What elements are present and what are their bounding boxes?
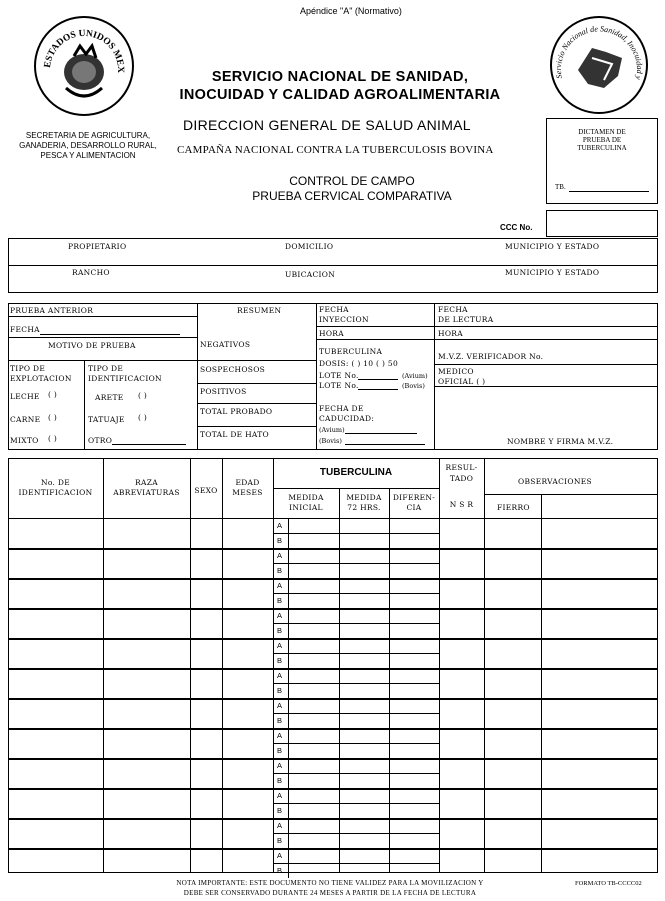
- campana-title: CAMPAÑA NACIONAL CONTRA LA TUBERCULOSIS BOVINA: [177, 144, 494, 156]
- row-b-label: B: [277, 716, 283, 725]
- formato-code: FORMATO TB-CCCC02: [575, 880, 642, 887]
- prueba-title: PRUEBA CERVICAL COMPARATIVA: [252, 189, 452, 203]
- ab-column-line: [288, 848, 289, 878]
- control-title: CONTROL DE CAMPO: [289, 174, 415, 188]
- ab-column-line: [288, 608, 289, 638]
- dictamen-line2: PRUEBA DE: [582, 136, 622, 144]
- direccion-title: DIRECCION GENERAL DE SALUD ANIMAL: [183, 117, 471, 133]
- tipo-exp-line2: EXPLOTACION: [10, 374, 72, 383]
- mixto-label: MIXTO: [10, 436, 39, 445]
- ubicacion-label: UBICACION: [285, 270, 336, 279]
- row-divider: [8, 818, 658, 820]
- ab-column-line: [288, 728, 289, 758]
- dictamen-line3: TUBERCULINA: [577, 144, 627, 152]
- row-divider: [8, 578, 658, 580]
- ab-divider: [273, 563, 439, 564]
- nota-line1: NOTA IMPORTANTE: ESTE DOCUMENTO NO TIENE VALIDEZ PARA LA MOVILIZACION Y: [176, 879, 484, 887]
- hora-inyeccion-label: HORA: [319, 329, 344, 338]
- col-medida-72: [339, 493, 389, 513]
- hora-lectura-label: HORA: [438, 329, 463, 338]
- ab-divider: [273, 713, 439, 714]
- row-b-label: B: [277, 596, 283, 605]
- municipio-label: MUNICIPIO Y ESTADO: [505, 242, 600, 251]
- row-divider: [8, 638, 658, 640]
- fecha-lectura-label: [438, 305, 493, 325]
- row-a-label: A: [277, 641, 283, 650]
- row-b-label: B: [277, 686, 283, 695]
- ab-divider: [273, 623, 439, 624]
- caducidad-bovis-field[interactable]: [345, 444, 425, 445]
- secretaria-line1: SECRETARIA DE AGRICULTURA,: [25, 131, 151, 140]
- dosis-selector[interactable]: DOSIS: ( ) 10 ( ) 50: [319, 359, 399, 368]
- medida-inicial-line1: MEDIDA: [288, 493, 324, 502]
- row-a-label: A: [277, 821, 283, 830]
- leche-checkbox[interactable]: ( ): [48, 390, 58, 399]
- col-diferencia: [389, 493, 439, 513]
- total-probado-label: TOTAL PROBADO: [200, 407, 273, 416]
- col-edad-line1: EDAD: [235, 478, 260, 487]
- mixto-checkbox[interactable]: ( ): [48, 434, 58, 443]
- ab-column-line: [288, 668, 289, 698]
- col-id-line1: No. DE: [40, 478, 70, 487]
- cattle-emblem-icon: [552, 18, 646, 112]
- row-divider: [8, 608, 658, 610]
- secretaria-line2: GANADERIA, DESARROLLO RURAL,: [19, 141, 157, 150]
- diferencia-line1: DIFEREN-: [392, 493, 436, 502]
- dictamen-box: [546, 118, 658, 204]
- senasica-seal-logo: [550, 16, 648, 114]
- fecha-iny-line2: INYECCION: [319, 315, 369, 324]
- tuberculina-label: TUBERCULINA: [319, 347, 383, 356]
- row-a-label: A: [277, 731, 283, 740]
- motivo-label: MOTIVO DE PRUEBA: [48, 341, 136, 350]
- ab-column-line: [288, 698, 289, 728]
- leche-label: LECHE: [10, 392, 40, 401]
- tipo-exp-line1: TIPO DE: [10, 364, 46, 373]
- row-divider: [8, 758, 658, 760]
- row-divider: [8, 788, 658, 790]
- ccc-label: CCC No.: [500, 223, 533, 232]
- prueba-anterior-label: PRUEBA ANTERIOR: [10, 306, 94, 315]
- carne-checkbox[interactable]: ( ): [48, 413, 58, 422]
- row-a-label: A: [277, 521, 283, 530]
- negativos-label: NEGATIVOS: [200, 340, 251, 349]
- row-divider: [8, 848, 658, 850]
- avium-tag: (Avium): [402, 372, 428, 380]
- col-raza-header: [103, 478, 190, 498]
- row-a-label: A: [277, 851, 283, 860]
- fecha-inyeccion-label: [319, 305, 369, 325]
- ab-column-line: [288, 638, 289, 668]
- domicilio-label: DOMICILIO: [285, 242, 334, 251]
- seal-lettering: ESTADOS UNIDOS MEX: [42, 28, 126, 74]
- document-title: [220, 174, 484, 204]
- row-divider: [8, 728, 658, 730]
- col-raza-line2: ABREVIATURAS: [113, 488, 180, 497]
- ab-column-line: [288, 578, 289, 608]
- ab-divider: [273, 593, 439, 594]
- col-resultado: [439, 462, 484, 484]
- col-raza-line1: RAZA: [135, 478, 158, 487]
- ab-divider: [273, 533, 439, 534]
- row-b-label: B: [277, 566, 283, 575]
- col-sexo-header: SEXO: [194, 486, 218, 495]
- col-edad-header: [222, 478, 273, 498]
- dictamen-line1: DICTAMEN DE: [578, 128, 626, 136]
- ab-divider: [273, 833, 439, 834]
- propietario-label: PROPIETARIO: [68, 242, 127, 251]
- total-hato-label: TOTAL DE HATO: [200, 430, 269, 439]
- avium-cad-tag: (Avium): [319, 426, 345, 434]
- tipo-id-line2: IDENTIFICACION: [88, 374, 162, 383]
- secretaria-line3: PESCA Y ALIMENTACION: [40, 151, 136, 160]
- row-a-label: A: [277, 761, 283, 770]
- arete-label: ARETE: [95, 393, 124, 402]
- mexico-seal-logo: [34, 16, 134, 116]
- lote-avium-label: LOTE No.: [319, 371, 359, 380]
- eagle-emblem-icon: [36, 18, 132, 114]
- resumen-label: RESUMEN: [237, 306, 282, 315]
- row-divider: [8, 698, 658, 700]
- bovis-tag: (Bovis): [402, 382, 425, 390]
- medico-line1: MEDICO: [438, 367, 474, 376]
- arete-checkbox[interactable]: ( ): [138, 391, 148, 400]
- row-a-label: A: [277, 581, 283, 590]
- row-b-label: B: [277, 836, 283, 845]
- sospechosos-label: SOSPECHOSOS: [200, 365, 266, 374]
- fecha-cad-line2: CADUCIDAD:: [319, 414, 375, 423]
- row-divider: [8, 668, 658, 670]
- seal-lettering-right: Servicio Nacional de Sanidad, Inocuidad y: [553, 24, 645, 81]
- tipo-identificacion-label: [88, 364, 162, 384]
- col-observaciones: OBSERVACIONES: [518, 477, 592, 486]
- col-edad-line2: MESES: [232, 488, 263, 497]
- ab-column-line: [288, 518, 289, 548]
- fecha-lec-line1: FECHA: [438, 305, 468, 314]
- row-b-label: B: [277, 626, 283, 635]
- medida-inicial-line2: INICIAL: [289, 503, 323, 512]
- lote-bovis-field[interactable]: [358, 389, 398, 390]
- firma-mvz-label: NOMBRE Y FIRMA M.V.Z.: [507, 437, 614, 446]
- municipio-label-2: MUNICIPIO Y ESTADO: [505, 268, 600, 277]
- resultado-line2: TADO: [449, 474, 474, 483]
- ab-column-line: [288, 548, 289, 578]
- lote-bovis-label: LOTE No.: [319, 381, 359, 390]
- medida-72-line2: 72 HRS.: [347, 503, 381, 512]
- medico-oficial-label[interactable]: [438, 367, 485, 387]
- row-b-label: B: [277, 776, 283, 785]
- ab-divider: [273, 683, 439, 684]
- ab-divider: [273, 743, 439, 744]
- nota-importante: [90, 878, 570, 898]
- fecha-caducidad-label: [319, 404, 374, 424]
- tatuaje-label: TATUAJE: [88, 415, 125, 424]
- ab-column-line: [288, 788, 289, 818]
- diferencia-line2: CIA: [406, 503, 422, 512]
- col-medida-inicial: [273, 493, 339, 513]
- fecha-cad-line1: FECHA DE: [319, 404, 364, 413]
- ab-divider: [273, 803, 439, 804]
- col-id-header: [8, 478, 103, 498]
- tuberculina-header: TUBERCULINA: [319, 467, 393, 478]
- tipo-explotacion-label: [10, 364, 72, 384]
- row-b-label: B: [277, 536, 283, 545]
- animals-table: [8, 458, 658, 873]
- row-b-label: B: [277, 806, 283, 815]
- agency-title-line2: INOCUIDAD Y CALIDAD AGROALIMENTARIA: [179, 87, 501, 103]
- row-a-label: A: [277, 791, 283, 800]
- lote-avium-field[interactable]: [358, 379, 398, 380]
- row-a-label: A: [277, 701, 283, 710]
- medico-line2: OFICIAL ( ): [438, 377, 486, 386]
- carne-label: CARNE: [10, 415, 41, 424]
- ab-column-line: [288, 818, 289, 848]
- row-a-label: A: [277, 551, 283, 560]
- positivos-label: POSITIVOS: [200, 387, 247, 396]
- ab-divider: [273, 863, 439, 864]
- row-b-label: B: [277, 866, 283, 875]
- tatuaje-checkbox[interactable]: ( ): [138, 413, 148, 422]
- ab-divider: [273, 653, 439, 654]
- rancho-label: RANCHO: [72, 268, 110, 277]
- row-a-label: A: [277, 611, 283, 620]
- resultado-line1: RESUL-: [445, 463, 478, 472]
- tb-label: TB.: [555, 183, 566, 191]
- otro-field[interactable]: [112, 444, 186, 445]
- secretaria-block: [10, 131, 166, 161]
- tb-field[interactable]: [569, 191, 649, 192]
- agency-title: [160, 68, 520, 104]
- tipo-id-line1: TIPO DE: [88, 364, 124, 373]
- ab-column-line: [288, 758, 289, 788]
- otro-label: OTRO: [88, 436, 113, 445]
- col-id-line2: IDENTIFICACION: [18, 488, 93, 497]
- agency-title-line1: SERVICIO NACIONAL DE SANIDAD,: [211, 69, 469, 85]
- caducidad-avium-field[interactable]: [345, 433, 417, 434]
- ab-divider: [273, 773, 439, 774]
- bovis-cad-tag: (Bovis): [319, 437, 342, 445]
- ccc-field[interactable]: [546, 210, 658, 237]
- row-b-label: B: [277, 746, 283, 755]
- mvz-verificador-label: M.V.Z. VERIFICADOR No.: [438, 352, 544, 361]
- dictamen-label: [547, 128, 657, 152]
- col-nsr: N S R: [449, 500, 474, 509]
- fecha-anterior-label: FECHA: [10, 325, 40, 334]
- fecha-anterior-field[interactable]: [40, 334, 180, 335]
- appendix-label: Apéndice "A" (Normativo): [300, 6, 402, 16]
- row-divider: [8, 548, 658, 550]
- row-b-label: B: [277, 656, 283, 665]
- col-fierro: FIERRO: [497, 503, 530, 512]
- owner-divider: [8, 265, 658, 266]
- fecha-lec-line2: DE LECTURA: [438, 315, 494, 324]
- medida-72-line1: MEDIDA: [346, 493, 382, 502]
- nota-line2: DEBE SER CONSERVADO DURANTE 24 MESES A PARTIR DE LA FECHA DE LECTURA: [183, 889, 477, 897]
- fecha-iny-line1: FECHA: [319, 305, 349, 314]
- row-a-label: A: [277, 671, 283, 680]
